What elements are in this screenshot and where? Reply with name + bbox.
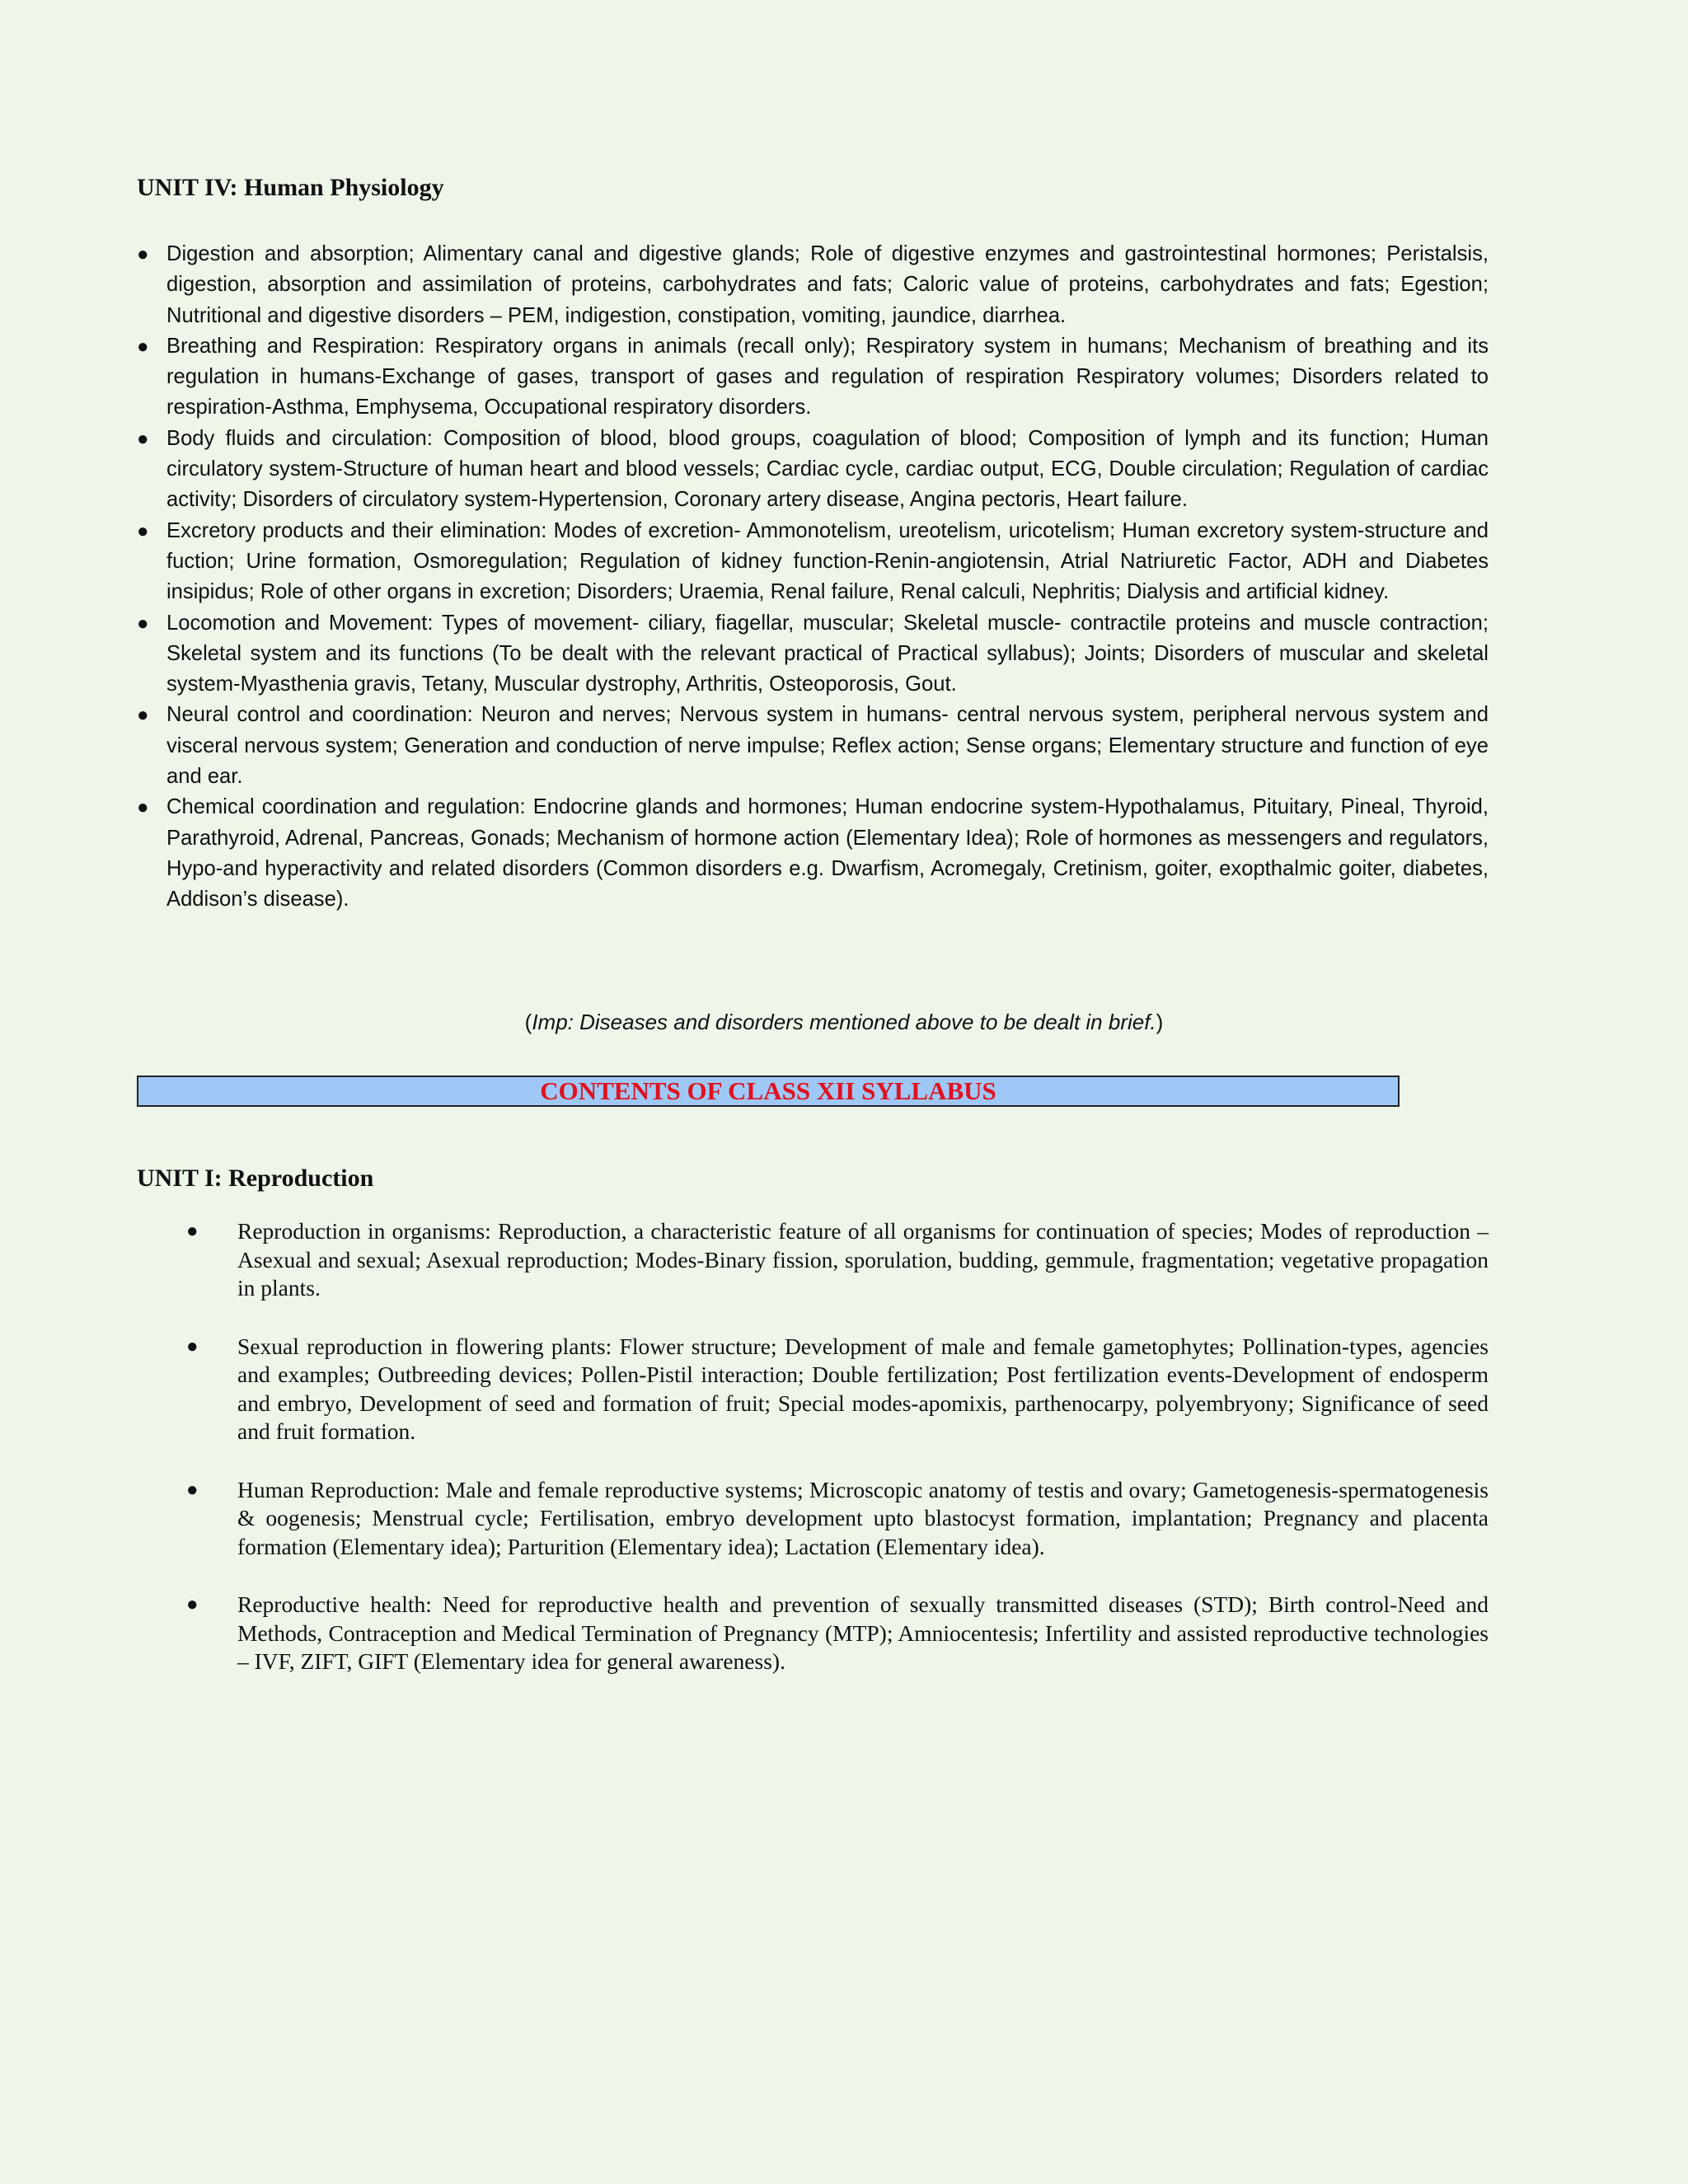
topic-text: Excretory products and their elimination: Modes of excretion- Ammonotelism, ureotelism, uricotelism; Human excretory system-structure and fuction; Urine formation, Osmoregulation; Regulation of kidney function-Renin-angiotensin, Atrial Natriuretic Factor, ADH and Diabetes insipidus; Role of other organs in excretion; Disorders; Uraemia, Renal failure, Renal calculi, Nephritis; Dialysis and artificial kidney.	[166, 518, 1489, 604]
list-item	[186, 1591, 1489, 1676]
unit-iv-topic-list	[137, 239, 1489, 916]
unit-i-topic-list	[186, 1217, 1489, 1706]
list-item	[137, 516, 1489, 608]
list-item	[137, 700, 1489, 792]
note-close-paren: )	[1156, 1010, 1164, 1034]
topic-text: Chemical coordination and regulation: Endocrine glands and hormones; Human endocrine system-Hypothalamus, Pituitary, Pineal, Thyroid, Parathyroid, Adrenal, Pancreas, Gonads; Mechanism of hormone action (Elementary Idea); Role of hormones as messengers and regulators, Hypo-and hyperactivity and related disorders (Common disorders e.g. Dwarfism, Acromegaly, Cretinism, goiter, exopthalmic goiter, diabetes, Addison’s disease).	[166, 795, 1489, 912]
topic-text: Reproduction in organisms: Reproduction, a characteristic feature of all organisms for continuation of species; Modes of reproduction – Asexual and sexual; Asexual reproduction; Modes-Binary fission, sporulation, budding, gemmule, fragmentation; vegetative propagation in plants.	[237, 1218, 1489, 1301]
list-item	[186, 1476, 1489, 1562]
topic-text: Sexual reproduction in flowering plants: Flower structure; Development of male and female gametophytes; Pollination-types, agencies and examples; Outbreeding devices; Pollen-Pistil interaction; Double fertilization; Post fertilization events-Development of endosperm and embryo, Development of seed and formation of fruit; Special modes-apomixis, parthenocarpy, polyembryony; Significance of seed and fruit formation.	[237, 1333, 1489, 1444]
note-text: Imp: Diseases and disorders mentioned above to be dealt in brief.	[532, 1010, 1156, 1034]
list-item	[186, 1217, 1489, 1303]
bullet-icon: ●	[137, 612, 149, 635]
class-xii-banner: CONTENTS OF CLASS XII SYLLABUS	[137, 1076, 1400, 1107]
topic-text: Body fluids and circulation: Composition of blood, blood groups, coagulation of blood; Composition of lymph and its function; Human circulatory system-Structure of human heart and blood vessels; Cardiac cycle, cardiac output, ECG, Double circulation; Regulation of cardiac activity; Disorders of circulatory system-Hypertension, Coronary artery disease, Angina pectoris, Heart failure.	[166, 426, 1489, 512]
list-item	[186, 1333, 1489, 1446]
topic-text: Digestion and absorption; Alimentary canal and digestive glands; Role of digestive enzymes and gastrointestinal hormones; Peristalsis, digestion, absorption and assimilation of proteins, carbohydrates and fats; Caloric value of proteins, carbohydrates and fats; Egestion; Nutritional and digestive disorders – PEM, indigestion, constipation, vomiting, jaundice, diarrhea.	[166, 242, 1489, 327]
list-item	[137, 424, 1489, 516]
list-item	[137, 331, 1489, 424]
bullet-icon: ●	[186, 1479, 199, 1501]
bullet-icon: ●	[186, 1335, 199, 1357]
bullet-icon: ●	[137, 796, 149, 819]
topic-text: Breathing and Respiration: Respiratory organs in animals (recall only); Respiratory system in humans; Mechanism of breathing and its regulation in humans-Exchange of gases, transport of gases and regulation of respiration Respiratory volumes; Disorders related to respiration-Asthma, Emphysema, Occupational respiratory disorders.	[166, 334, 1489, 419]
unit-iv-heading: UNIT IV: Human Physiology	[137, 174, 444, 201]
note-open-paren: (	[524, 1010, 532, 1034]
topic-text: Reproductive health: Need for reproductive health and prevention of sexually transmitted diseases (STD); Birth control-Need and Methods, Contraception and Medical Termination of Pregnancy (MTP); Amniocentesis; Infertility and assisted reproductive technologies – IVF, ZIFT, GIFT (Elementary idea for general awareness).	[237, 1591, 1489, 1674]
topic-text: Human Reproduction: Male and female reproductive systems; Microscopic anatomy of testis and ovary; Gametogenesis-spermatogenesis & oogenesis; Menstrual cycle; Fertilisation, embryo development upto blastocyst formation, implantation; Pregnancy and placenta formation (Elementary idea); Parturition (Elementary idea); Lactation (Elementary idea).	[237, 1476, 1489, 1559]
list-item	[137, 608, 1489, 701]
bullet-icon: ●	[137, 427, 149, 450]
bullet-icon: ●	[137, 519, 149, 542]
bullet-icon: ●	[137, 335, 149, 358]
bullet-icon: ●	[137, 243, 149, 265]
bullet-icon: ●	[137, 704, 149, 727]
list-item	[137, 239, 1489, 331]
topic-text: Neural control and coordination: Neuron and nerves; Nervous system in humans- central nervous system, peripheral nervous system and visceral nervous system; Generation and conduction of nerve impulse; Reflex action; Sense organs; Elementary structure and function of eye and ear.	[166, 703, 1489, 789]
unit-i-heading: UNIT I: Reproduction	[137, 1165, 374, 1192]
bullet-icon: ●	[186, 1221, 199, 1242]
important-note	[0, 1007, 1688, 1037]
bullet-icon: ●	[186, 1594, 199, 1615]
list-item	[137, 792, 1489, 915]
topic-text: Locomotion and Movement: Types of movement- ciliary, fiagellar, muscular; Skeletal muscle- contractile proteins and muscle contraction; Skeletal system and its functions (To be dealt with the relevant practical of Practical syllabus); Joints; Disorders of muscular and skeletal system-Myasthenia gravis, Tetany, Muscular dystrophy, Arthritis, Osteoporosis, Gout.	[166, 611, 1489, 696]
